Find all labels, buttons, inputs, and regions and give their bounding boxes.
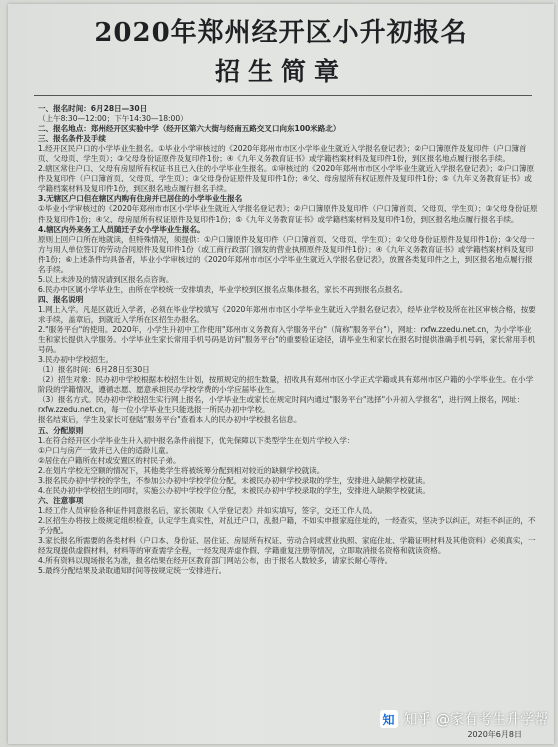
paragraph-line: （1）报名时间：6月28日至30日 [38, 365, 150, 375]
section-heading: 五、分配原则 [38, 425, 84, 435]
paragraph-line: 报名结束后，学生及家长可登陆"服务平台"查看本人的民办初中学校报名信息。 [38, 415, 302, 425]
title-line-2: 招生简章 [214, 57, 347, 86]
paragraph-line: 1.在符合经开区小学毕业生升入初中报名条件前提下，优先保障以下类型学生在划片学校入学： [38, 435, 355, 445]
paragraph-line: （2）招生对象：民办初中学校根据本校招生计划，按照规定的招生数量，招收具有郑州市区小学正式学籍或具有郑州市区户籍的小学毕业生。在小学阶段的学籍情况，遵循志愿、愿意承担民办学校学费的小学应届毕业生。 [38, 375, 534, 395]
paragraph-line: ①户口与房产一致并已入住的适龄儿童。 [38, 445, 173, 455]
section-heading: 四、报名说明 [38, 294, 84, 304]
paragraph-line: 6.民办中区属小学毕业生，由所在学校统一安排填表，毕业学校到区报名点集体报名，家长不再到报名点报名。 [38, 284, 408, 294]
paragraph-line: ②居住在户籍所在村或安置区的村民子弟。 [38, 455, 181, 465]
section-heading: 3.无辖区户口但在辖区内购有住房并已居住的小学毕业生报名 [38, 194, 243, 204]
section-heading: 4.辖区内外来务工人员随迁子女小学毕业生报名。 [38, 224, 205, 234]
paragraph-line: 2.在划片学校无空额的情况下，其他类学生将被统筹分配到相对较近的缺额学校就读。 [38, 465, 325, 475]
paragraph-line: 2.区招生办将按上级规定组织检查，认定学生真实性，对乱迁户口，乱报户籍，不如实申报家庭住址的，一经查实，坚决予以纠正，对拒不纠正的，不予分配。 [38, 515, 536, 535]
paragraph-line: 3.报名民办初中学校的学生，不参加公办初中学校学位分配，未被民办初中学校录取的学生，安排进入缺额学校就读。 [38, 475, 430, 485]
paragraph-line: 原则上回户口所在地就读，但特殊情况，须提供：①户口簿原件及复印件（户口簿首页、父母页、学生页）；②父母身份证原件及复印件1份；③父母一方与用人单位签订的劳动合同原件及复印件1份（或工商行政部门颁发的营业执照原件及复印件1份）；④《九年义务教育证书》或学籍档案材料及复印件1份；⑥上述条件均具备者，毕业小学审核过的《2020年郑州市市区小学毕业生就近入学报名登记表》，放置各类复印件之上，到区报名地点履行报名手续。 [38, 234, 535, 274]
section-heading: 一、报名时间：6月28日—30日 [38, 104, 148, 113]
section-heading: 三、报名条件及手续 [38, 134, 106, 144]
zhihu-logo-icon: 知 [380, 710, 398, 728]
section-heading: 二、报名地点：郑州经开区实验中学（经开区第六大街与经南五路交叉口向东100米路北） [38, 124, 341, 134]
paragraph-line: 5.以上未涉及的情况请到区报名点咨询。 [38, 274, 174, 284]
title-divider [34, 95, 532, 96]
paragraph-line: 4.在民办初中学校招生的同时，实施公办初中学校学位分配，未被民办初中学校录取的学生，安排进入缺额学校就读。 [38, 485, 430, 495]
paragraph-line: 3.家长报名所需要的各类材料（户口本、身份证、居住证、房屋所有权证、劳动合同或营业执照、家庭住址、学籍证明材料及其他资料）必须真实，一经发现提供虚假材料，材料等的审查需学全程，一经发现弄虚作假、学籍重复注册等情况，立即取消报名资格和就读资格。 [38, 536, 536, 556]
paragraph-line: 1.经开区民户口的小学毕业生报名。①毕业小学审核过的《2020年郑州市市区小学毕业生就近入学报名登记表》；②户口簿原件及复印件（户口簿首页、父母页、学生页）；③父母身份证原件及复印件1份；④《九年义务教育证书》或学籍档案材料及复印件1份，到区报名地点履行报名手续。 [38, 144, 527, 164]
paragraph-line: 2.辖区常住户口、父母有房屋所有权证书且已入住的小学毕业生报名。①审核过的《2020年郑州市市区小学毕业生就近入学报名登记表》；②户口簿原件及复印件（户口簿首页、父母页、学生页）；③父母身份证原件及复印件1份；④父、母房屋所有权证原件及复印件1份；⑤《九年义务教育证书》或学籍档案材料及复印件1份，到区报名地点履行报名手续。 [38, 164, 535, 194]
paragraph-line: （上午8:30—12:00；下午14:30—18:00） [38, 114, 188, 124]
paragraph-line: （3）报名方式。民办初中学校招生实行网上报名，小学毕业生或家长在规定时间内通过"服务平台"选择"小升初入学报名"，进行网上报名，网址：rxfw.zzedu.net.cn，每一位小学毕业生只能选报一所民办初中学校。 [38, 395, 525, 415]
paragraph-line: 3.民办初中学校招生。 [38, 355, 114, 365]
section-heading: 六、注意事项 [38, 495, 84, 505]
paragraph-line: 1.经工作人员审验各种证件同意报名后，家长领取《入学登记表》并如实填写，签字，交还工作人员。 [38, 505, 378, 515]
watermark-text: 知乎 @家有考生升学帮 [403, 712, 548, 728]
document-page [8, 4, 554, 744]
paragraph-line: 1.网上入学。凡是区就近入学者，必须在毕业学校填写《2020年郑州市市区小学毕业生就近入学报名登记表》，经毕业学校及所在社区审核合格，按要求手续，盖章后，到就近入学所在区招生办报名。 [38, 304, 536, 324]
paragraph-line: 4.所有资料以现场报名为准，报名结果在经开区教育部门网站公布，由于报名人数较多，请家长耐心等待。 [38, 556, 393, 566]
paragraph-line: 5.最终分配结果及录取通知时间等按规定统一安排进行。 [38, 566, 227, 576]
watermark [380, 709, 548, 729]
paragraph-line: ①毕业小学审核过的《2020年郑州市市区小学毕业生就近入学报名登记表》；②户口簿原件及复印件（户口簿首页、父母页、学生页）；③父母身份证原件及复印件1份；④父、母房屋所有权证原件及复印件1份；⑤《九年义务教育证书》或学籍档案材料及复印件1份，到区报名地点履行报名手续。 [38, 204, 538, 224]
paragraph-line: 2."服务平台"的使用。2020年，小学生升初中工作使用"郑州市义务教育入学服务平台"（简称"服务平台"），网址：rxfw.zzedu.net.cn，为小学毕业生和家长提供入学服务。小学毕业生家长常用手机号码是访问"服务平台"的重要验证途径，请毕业生和家长在报名时提供准确手机号码，家长常用手机号码。 [38, 325, 536, 355]
document-body [38, 104, 538, 576]
document-date: 2020年6月8日 [467, 730, 522, 739]
title-line-1: 2020年郑州经开区小升初报名 [94, 18, 468, 48]
